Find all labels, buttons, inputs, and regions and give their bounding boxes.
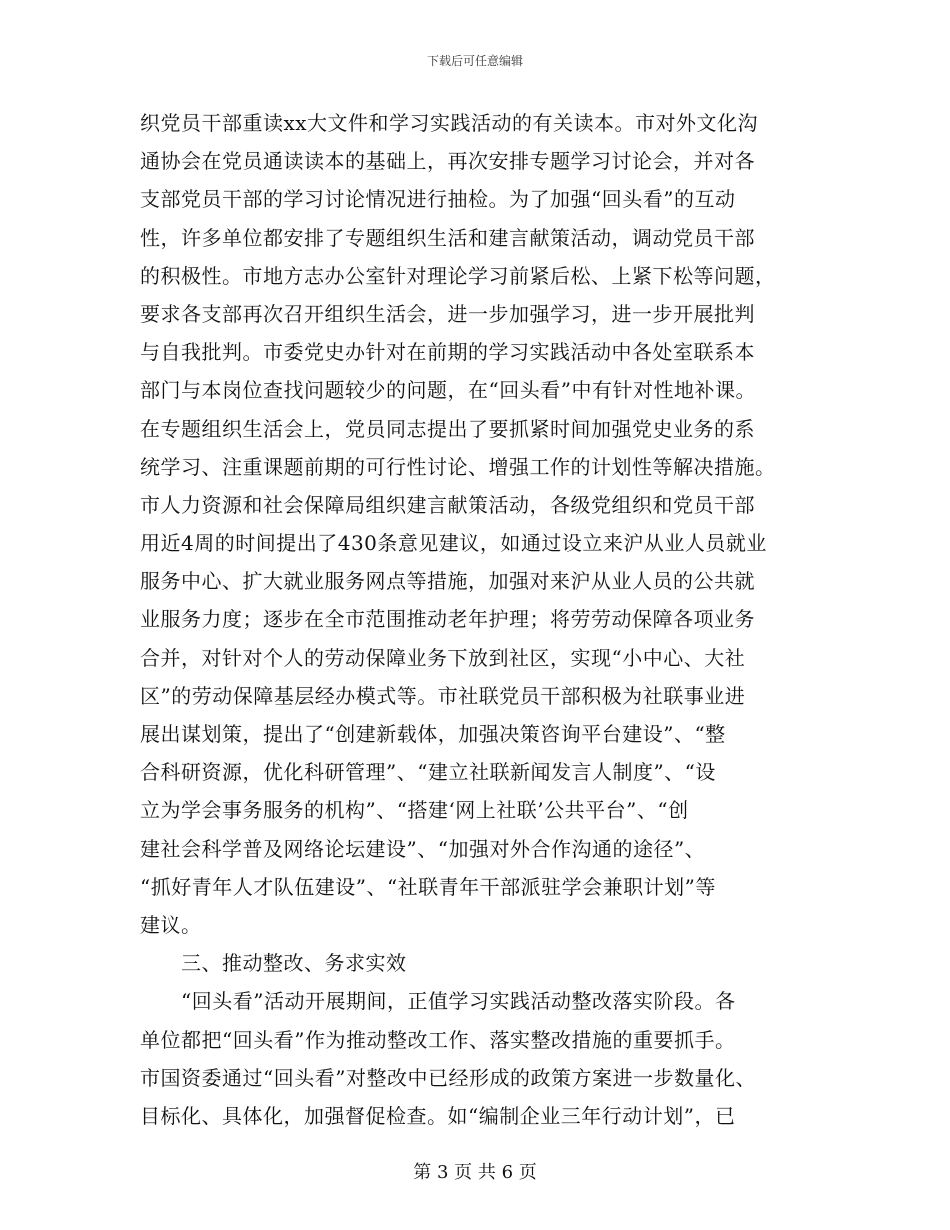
text-line: 部门与本岗位查找问题较少的问题，在“回头看”中有针对性地补课。	[140, 378, 756, 403]
text-line: 目标化、具体化，加强督促检查。如“编制企业三年行动计划”，已	[140, 1103, 736, 1128]
text-line: 统学习、注重课题前期的可行性讨论、增强工作的计划性等解决措施。	[140, 454, 776, 479]
text-line: 的积极性。市地方志办公室针对理论学习前紧后松、上紧下松等问题，	[140, 263, 776, 288]
text-line: 市人力资源和社会保障局组织建言献策活动，各级党组织和党员干部	[140, 492, 755, 517]
page-header: 下载后可任意编辑	[426, 54, 523, 68]
text-line: 业服务力度；逐步在全市范围推动老年护理；将劳劳动保障各项业务	[140, 607, 755, 632]
text-line: “回头看”活动开展期间，正值学习实践活动整改落实阶段。各	[181, 989, 736, 1014]
text-line: 与自我批判。市委党史办针对在前期的学习实践活动中各处室联系本	[140, 340, 755, 365]
text-line: 服务中心、扩大就业服务网点等措施，加强对来沪从业人员的公共就	[140, 569, 755, 594]
text-line: 在专题组织生活会上，党员同志提出了要抓紧时间加强党史业务的系	[140, 416, 755, 441]
text-line: 区”的劳动保障基层经办模式等。市社联党员干部积极为社联事业进	[140, 683, 746, 708]
document-body	[140, 104, 812, 1135]
text-line: 市国资委通过“回头看”对整改中已经形成的政策方案进一步数量化、	[140, 1065, 756, 1090]
text-line: 单位都把“回头看”作为推动整改工作、落实整改措施的重要抓手。	[140, 1027, 736, 1052]
text-line: 支部党员干部的学习讨论情况进行抽检。为了加强“回头看”的互动	[140, 187, 736, 212]
text-line: “抓好青年人才队伍建设”、“社联青年干部派驻学会兼职计划”等	[140, 874, 716, 899]
text-line: 合科研资源，优化科研管理”、“建立社联新闻发言人制度”、“设	[140, 760, 716, 785]
text-line: 要求各支部再次召开组织生活会，进一步加强学习，进一步开展批判	[140, 301, 755, 326]
text-line: 性，许多单位都安排了专题组织生活和建言献策活动，调动党员干部	[140, 225, 755, 250]
text-line: 建社会科学普及网络论坛建设”、“加强对外合作沟通的途径”、	[140, 836, 706, 861]
text-line: 展出谋划策，提出了“创建新载体，加强决策咨询平台建设”、“整	[140, 722, 726, 746]
text-line: 通协会在党员通读读本的基础上，再次安排专题学习讨论会，并对各	[140, 149, 755, 174]
text-line: 合并，对针对个人的劳动保障业务下放到社区，实现“小中心、大社	[140, 645, 746, 670]
section-heading: 三、推动整改、务求实效	[181, 951, 407, 976]
page-footer: 第 3 页 共 6 页	[413, 1162, 537, 1183]
text-line: 建议。	[140, 912, 202, 937]
text-line: 用近4周的时间提出了430条意见建议，如通过设立来沪从业人员就业	[140, 531, 767, 556]
text-line: 织党员干部重读xx大文件和学习实践活动的有关读本。市对外文化沟	[140, 111, 759, 135]
text-line: 立为学会事务服务的机构”、“搭建‘网上社联’公共平台”、“创	[140, 798, 689, 823]
